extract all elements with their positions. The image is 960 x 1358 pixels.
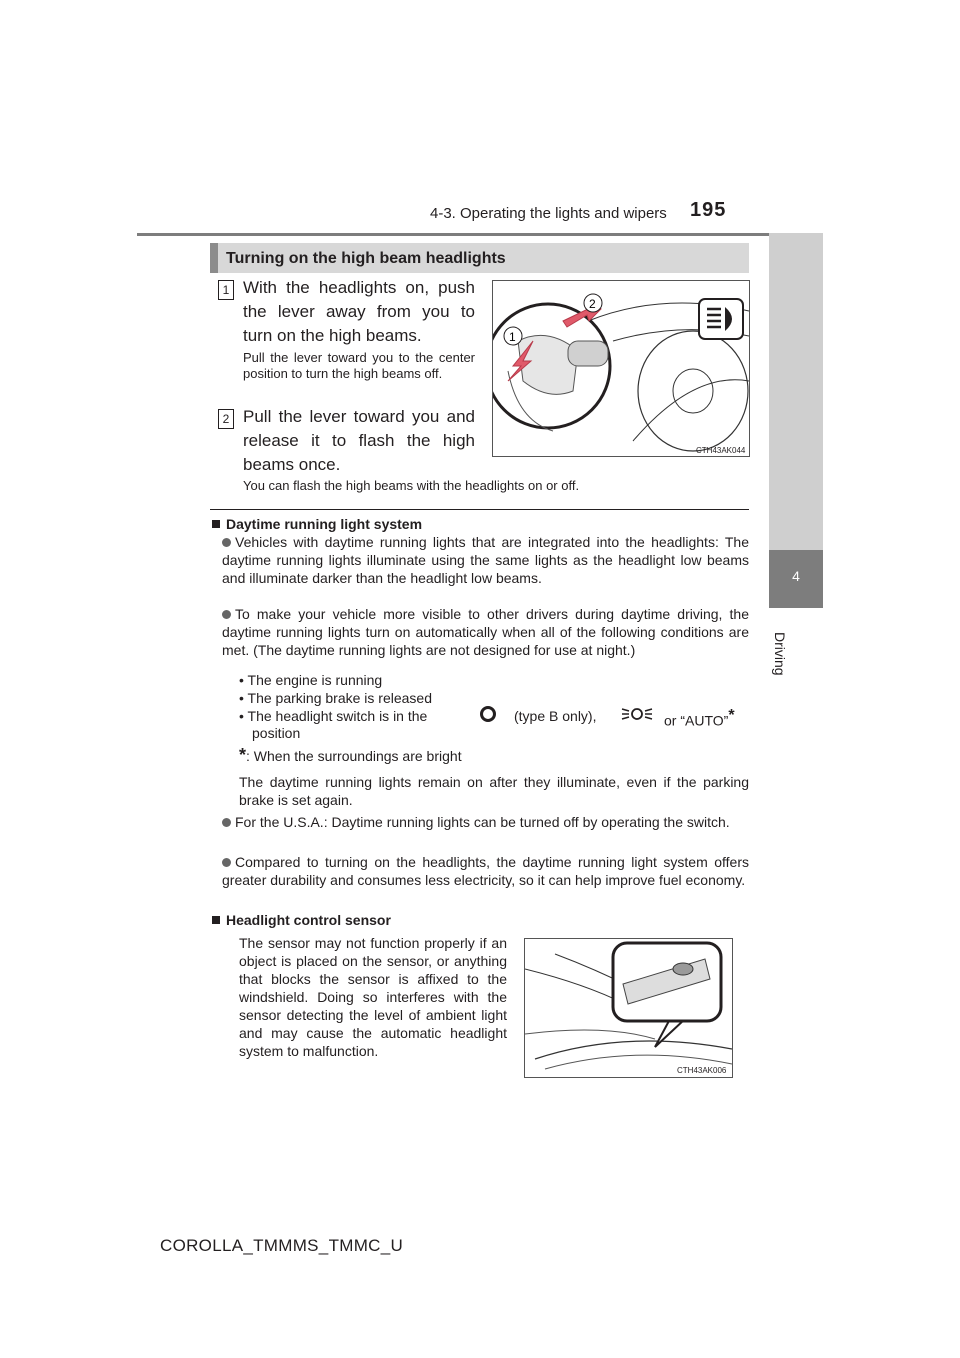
square-bullet-icon — [212, 916, 220, 924]
drl-bullet-3: For the U.S.A.: Daytime running lights can be turned off by operating the switch. — [222, 813, 749, 831]
drl-bullet-2: To make your vehicle more visible to other drivers during daytime driving, the daytime running lights turn on automatically when all of the following conditions are met. (The daytime running lights are not designed for use at night.) — [222, 606, 749, 658]
callout-1: 1 — [509, 330, 516, 344]
section-heading: Turning on the high beam headlights — [226, 250, 506, 267]
figure-2-code: CTH43AK006 — [677, 1066, 727, 1075]
condition-3-d: position — [252, 725, 301, 741]
headlight-switch-icon — [478, 704, 498, 729]
document-footer: COROLLA_TMMMS_TMMC_U — [160, 1236, 404, 1255]
step-2-text: Pull the lever toward you and release it to flash the high beams once. — [243, 407, 475, 474]
condition-3-c: or “AUTO”* — [664, 707, 735, 729]
page-number: 195 — [690, 199, 727, 221]
condition-3-a: • The headlight switch is in the — [239, 708, 428, 724]
circle-bullet-icon — [222, 610, 231, 619]
step-1-note: Pull the lever toward you to the center position to turn the high beams off. — [243, 350, 475, 381]
lever-drawing — [493, 281, 749, 456]
drl-bullet-4: Compared to turning on the headlights, the daytime running light system offers greater durability and consumes less electricity, so it can help improve fuel economy. — [222, 854, 749, 888]
square-bullet-icon — [212, 520, 220, 528]
circle-bullet-icon — [222, 858, 231, 867]
high-beam-lever-illustration — [492, 280, 750, 457]
step-number-2: 2 — [218, 409, 234, 429]
section-divider — [210, 509, 749, 510]
sensor-heading: Headlight control sensor — [212, 911, 391, 929]
title-accent — [210, 243, 218, 273]
header-rule — [137, 233, 823, 236]
condition-1: • The engine is running — [239, 672, 383, 688]
step-1-text: With the headlights on, push the lever away from you to turn on the high beams. — [243, 278, 475, 345]
circle-bullet-icon — [222, 538, 231, 547]
drl-remain-note: The daytime running lights remain on after they illuminate, even if the parking brake is set again. — [239, 774, 749, 808]
chapter-label: Driving — [772, 632, 788, 676]
drl-heading: Daytime running light system — [212, 515, 422, 533]
sensor-drawing — [525, 939, 732, 1077]
sensor-text: The sensor may not function properly if an object is placed on the sensor, or anything that blocks the sensor is affixed to the windshield. Doing so interferes with the sensor detecting the level of ambient light and may cause the automatic headlight system to malfunction. — [239, 935, 507, 1059]
step-footer-note: You can flash the high beams with the headlights on or off. — [243, 478, 580, 493]
condition-2: • The parking brake is released — [239, 690, 432, 706]
step-number-1: 1 — [218, 280, 234, 300]
callout-2: 2 — [589, 297, 596, 311]
section-title: 4-3. Operating the lights and wipers — [430, 205, 667, 222]
drl-bullet-1: Vehicles with daytime running lights that are integrated into the headlights: The daytime running lights illuminate using the same lights as the headlight low beams and illuminate darker than the headlight low beams. — [222, 534, 749, 586]
headlight-sensor-illustration — [524, 938, 733, 1078]
daytime-running-light-icon — [620, 704, 654, 729]
circle-bullet-icon — [222, 818, 231, 827]
footnote: *: When the surroundings are bright — [239, 745, 462, 765]
figure-1-code: CTH43AK044 — [696, 446, 746, 455]
chapter-number: 4 — [792, 568, 800, 584]
condition-3-b: (type B only), — [514, 708, 597, 724]
